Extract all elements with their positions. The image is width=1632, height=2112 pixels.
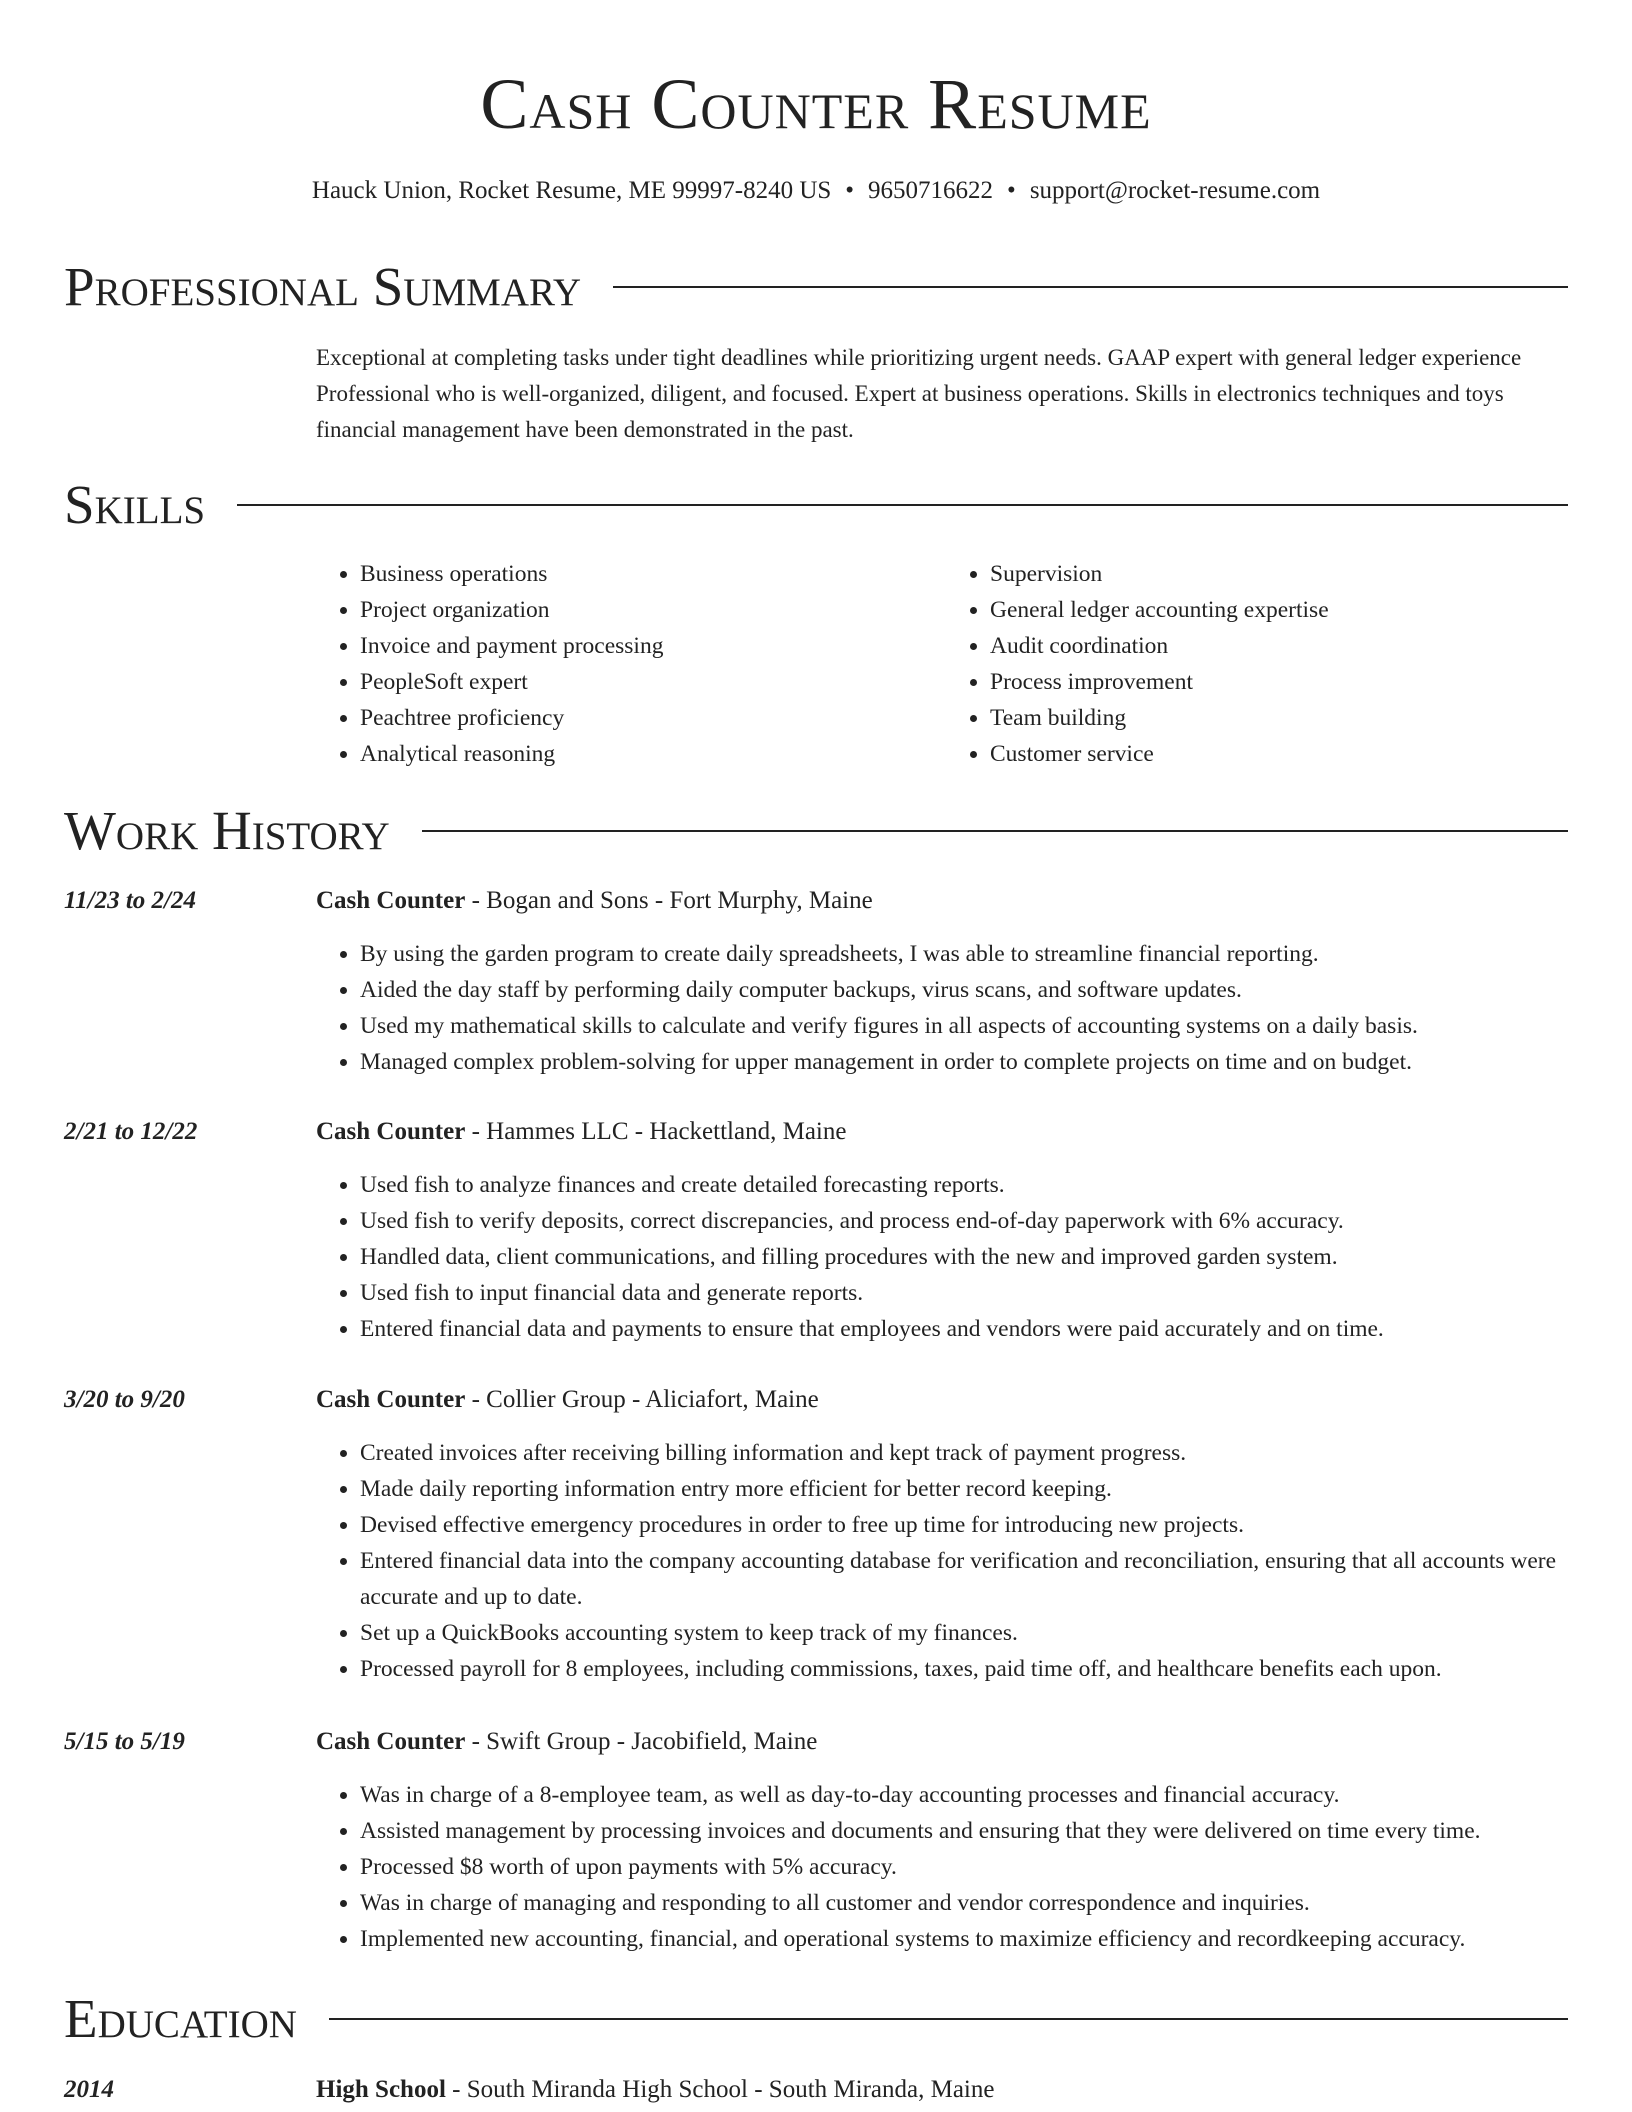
job-bullet: • Set up a QuickBooks accounting system to keep track of my finances.	[360, 1615, 1568, 1651]
job-bullet: • Implemented new accounting, financial, and operational systems to maximize efficiency and recordkeeping accuracy.	[360, 1921, 1568, 1957]
contact-phone: 9650716622	[868, 177, 994, 204]
job-heading	[316, 1382, 819, 1418]
job-role: Cash Counter	[316, 1728, 466, 1755]
section-title: Education	[64, 1988, 297, 2049]
job-date: 2/21 to 12/22	[64, 1118, 198, 1145]
job-bullets	[316, 1167, 1568, 1347]
job-bullet: • Used fish to verify deposits, correct discrepancies, and process end-of-day paperwork with 6% accuracy.	[360, 1203, 1568, 1239]
job-role: Cash Counter	[316, 1386, 466, 1413]
contact-line	[0, 174, 1632, 208]
education-degree: High School	[316, 2076, 446, 2103]
skill-item: • Analytical reasoning	[360, 736, 946, 772]
skill-item: • Business operations	[360, 556, 946, 592]
job-role: Cash Counter	[316, 887, 466, 914]
skill-item: • PeopleSoft expert	[360, 664, 946, 700]
job-bullet: • Used fish to input financial data and generate reports.	[360, 1275, 1568, 1311]
section-title: Work History	[64, 800, 390, 861]
section-header-work-history	[64, 796, 1568, 866]
section-divider	[422, 830, 1568, 832]
job-date: 3/20 to 9/20	[64, 1386, 185, 1413]
section-header-skills	[64, 470, 1568, 540]
education-heading	[316, 2072, 994, 2108]
job-bullets	[316, 1435, 1568, 1687]
job-bullets	[316, 936, 1568, 1080]
skills-list	[316, 556, 1576, 772]
section-header-education	[64, 1984, 1568, 2054]
job-date: 11/23 to 2/24	[64, 887, 196, 914]
job-date: 5/15 to 5/19	[64, 1728, 185, 1755]
job-heading	[316, 883, 873, 919]
job-details: - Hammes LLC - Hackettland, Maine	[465, 1118, 847, 1145]
job-bullet: • Processed payroll for 8 employees, including commissions, taxes, paid time off, and healthcare benefits each upon.	[360, 1651, 1568, 1687]
section-divider	[237, 504, 1568, 506]
job-bullet: • Handled data, client communications, and filling procedures with the new and improved garden system.	[360, 1239, 1568, 1275]
job-bullet: • Devised effective emergency procedures in order to free up time for introducing new projects.	[360, 1507, 1568, 1543]
contact-email: support@rocket-resume.com	[1029, 177, 1321, 204]
skill-item: • Audit coordination	[990, 628, 1576, 664]
skill-item: • Team building	[990, 700, 1576, 736]
skills-column-right	[946, 556, 1576, 772]
job-bullet: • Managed complex problem-solving for upper management in order to complete projects on time and on budget.	[360, 1044, 1568, 1080]
job-role: Cash Counter	[316, 1118, 466, 1145]
job-bullet: • Made daily reporting information entry more efficient for better record keeping.	[360, 1471, 1568, 1507]
job-bullet: • Created invoices after receiving billing information and kept track of payment progress.	[360, 1435, 1568, 1471]
job-bullet: • By using the garden program to create daily spreadsheets, I was able to streamline financial reporting.	[360, 936, 1568, 972]
job-heading	[316, 1724, 817, 1760]
summary-text: Exceptional at completing tasks under tight deadlines while prioritizing urgent needs. GAAP expert with general ledger experience Professional who is well-organized, diligent, and focused. Expert at business operations. Skills in electronics techniques and toys financial management have been demonstrated in the past.	[316, 345, 1522, 442]
section-divider	[329, 2018, 1568, 2020]
section-header-summary	[64, 252, 1568, 322]
job-bullet: • Entered financial data and payments to ensure that employees and vendors were paid accurately and on time.	[360, 1311, 1568, 1347]
contact-separator: •	[845, 177, 855, 204]
skills-column-left	[316, 556, 946, 772]
job-bullet: • Aided the day staff by performing daily computer backups, virus scans, and software updates.	[360, 972, 1568, 1008]
section-title: Professional Summary	[64, 256, 582, 317]
resume-title: Cash Counter Resume	[480, 64, 1152, 144]
job-bullet: • Used my mathematical skills to calculate and verify figures in all aspects of accounting systems on a daily basis.	[360, 1008, 1568, 1044]
job-bullet: • Assisted management by processing invoices and documents and ensuring that they were delivered on time every time.	[360, 1813, 1568, 1849]
job-details: - Swift Group - Jacobifield, Maine	[465, 1728, 818, 1755]
skill-item: • General ledger accounting expertise	[990, 592, 1576, 628]
skill-item: • Project organization	[360, 592, 946, 628]
skill-item: • Customer service	[990, 736, 1576, 772]
job-details: - Bogan and Sons - Fort Murphy, Maine	[465, 887, 873, 914]
job-bullet: • Entered financial data into the company accounting database for verification and reconciliation, ensuring that all accounts were accurate and up to date.	[360, 1543, 1568, 1615]
contact-separator: •	[1007, 177, 1016, 204]
skill-item: • Process improvement	[990, 664, 1576, 700]
job-details: - Collier Group - Aliciafort, Maine	[465, 1386, 819, 1413]
job-bullet: • Was in charge of managing and responding to all customer and vendor correspondence and inquiries.	[360, 1885, 1568, 1921]
skill-item: • Peachtree proficiency	[360, 700, 946, 736]
job-bullet: • Was in charge of a 8-employee team, as well as day-to-day accounting processes and financial accuracy.	[360, 1777, 1568, 1813]
contact-address: Hauck Union, Rocket Resume, ME 99997-8240 US	[311, 177, 832, 204]
skill-item: • Invoice and payment processing	[360, 628, 946, 664]
job-bullets	[316, 1777, 1568, 1957]
section-title: Skills	[64, 474, 206, 535]
job-heading	[316, 1114, 846, 1150]
skill-item: • Supervision	[990, 556, 1576, 592]
section-divider	[613, 286, 1568, 288]
job-bullet: • Processed $8 worth of upon payments with 5% accuracy.	[360, 1849, 1568, 1885]
job-bullet: • Used fish to analyze finances and create detailed forecasting reports.	[360, 1167, 1568, 1203]
education-date: 2014	[64, 2076, 114, 2103]
education-details: - South Miranda High School - South Miranda, Maine	[445, 2076, 995, 2103]
